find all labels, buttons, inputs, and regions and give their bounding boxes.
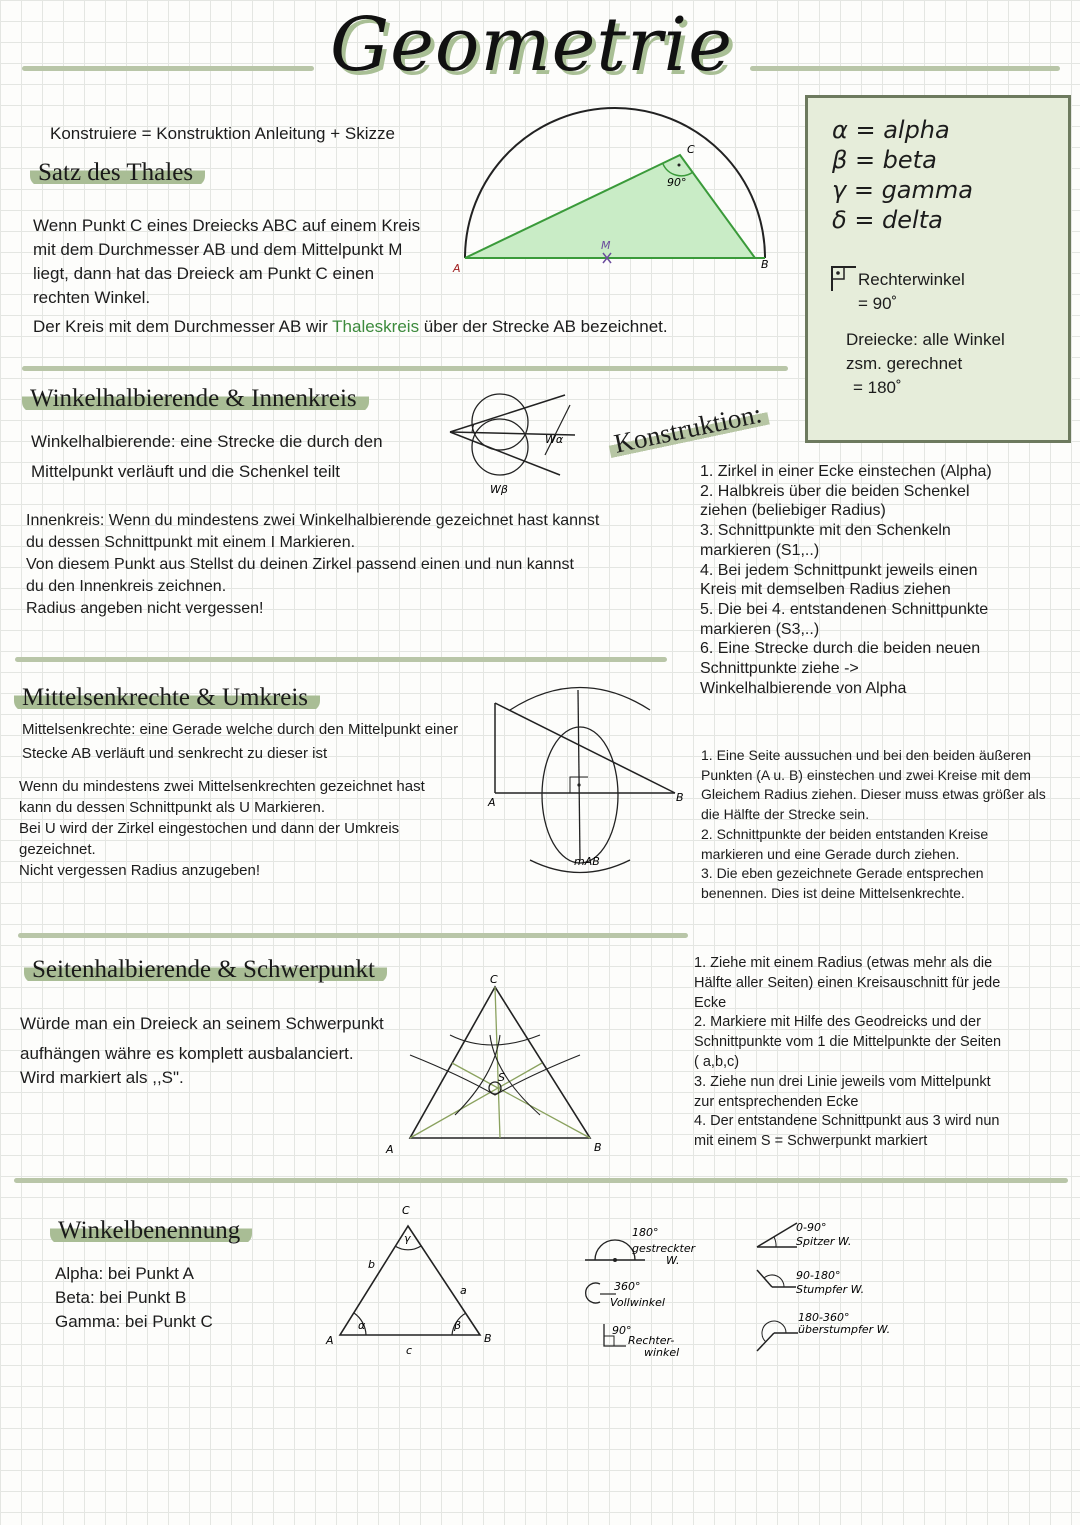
mittel-steps — [701, 746, 1046, 904]
thales-line5 — [33, 315, 668, 339]
full-name: Vollwinkel — [610, 1296, 665, 1309]
delta-def: δ = delta — [832, 206, 943, 234]
winkel-step: 6. Eine Strecke durch die beiden neuen — [700, 640, 981, 658]
triangle-sum-line3: = 180˚ — [853, 378, 902, 397]
tri-label-alpha: α — [358, 1319, 366, 1332]
winkel-step: ziehen (beliebiger Radius) — [700, 502, 886, 520]
thales-line2: mit dem Durchmesser AB und dem Mittelpunkt M — [33, 240, 403, 259]
seiten-step: Ecke — [694, 994, 727, 1011]
mittel-step: 2. Schnittpunkte der beiden entstanden Kreise — [701, 825, 989, 842]
mittel-p5: Nicht vergessen Radius anzugeben! — [19, 862, 260, 879]
winkel-p5: Radius angeben nicht vergessen! — [26, 600, 264, 617]
seiten-label-a: A — [386, 1143, 394, 1156]
tri-label-b-side: b — [368, 1258, 375, 1271]
page-title: Geometrie — [330, 2, 733, 88]
right-name: Rechter- — [628, 1334, 675, 1347]
triangle-sum-line1: Dreiecke: alle Winkel — [846, 330, 1005, 349]
mittel-p4: gezeichnet. — [19, 841, 96, 858]
seiten-p3: Wird markiert als ,,S". — [20, 1068, 184, 1087]
thales-diagram — [455, 110, 775, 280]
thaleskreis-term: Thaleskreis — [332, 317, 420, 336]
seiten-step: 4. Der entstandene Schnittpunkt aus 3 wird nun — [694, 1113, 1000, 1130]
seiten-p2: aufhängen währe es komplett ausbalanciert. — [20, 1044, 354, 1063]
seiten-p1: Würde man ein Dreieck an seinem Schwerpunkt — [20, 1014, 384, 1033]
label-wa: Wα — [545, 433, 564, 446]
right-angle-icon — [828, 263, 858, 293]
named-triangle-diagram — [320, 1198, 510, 1358]
label-wb: Wβ — [490, 483, 508, 496]
winkel-p4: du den Innenkreis zeichnen. — [26, 578, 227, 595]
winkel-p2: du dessen Schnittpunkt mit einem I Markieren. — [26, 534, 356, 551]
divider-2 — [15, 657, 667, 662]
angle-bisector-diagram — [450, 385, 590, 495]
angle-types-left — [580, 1222, 720, 1362]
straight-name: gestreckter — [632, 1242, 696, 1255]
obtuse-deg: 90-180° — [796, 1269, 841, 1282]
winkel-step: 4. Bei jedem Schnittpunkt jeweils einen — [700, 561, 978, 579]
mittel-p1: Wenn du mindestens zwei Mittelsenkrechten gezeichnet hast — [19, 778, 425, 795]
seiten-step: ( a,b,c) — [694, 1053, 740, 1070]
thales-line1: Wenn Punkt C eines Dreiecks ABC auf einem Kreis — [33, 216, 421, 235]
seiten-label-s: S — [498, 1071, 505, 1084]
mittel-step: 1. Eine Seite aussuchen und bei den beiden äußeren — [701, 747, 1032, 763]
seiten-step: 2. Markiere mit Hilfe des Geodreicks und der — [694, 1014, 981, 1031]
mittel-step: Gleichem Radius ziehen. Dieser muss etwas größer als — [701, 786, 1046, 803]
mittel-label-a: A — [488, 796, 496, 809]
thales-label-angle: 90° — [667, 176, 687, 189]
right-name2: winkel — [644, 1346, 680, 1359]
gamma-def: γ = gamma — [832, 176, 973, 204]
angle-types-right — [752, 1215, 922, 1355]
beta-def: β = beta — [832, 146, 937, 174]
tri-label-c-side: c — [406, 1344, 413, 1357]
seiten-steps — [694, 954, 1001, 1152]
divider-3 — [18, 933, 688, 938]
thales-label-b: B — [761, 258, 769, 271]
benennung-alpha: Alpha: bei Punkt A — [55, 1264, 194, 1283]
reflex-deg: 180-360° — [798, 1311, 850, 1324]
thales-heading: Satz des Thales — [30, 160, 205, 186]
right-angle-label: Rechterwinkel — [858, 270, 965, 289]
tri-label-b-point: B — [484, 1332, 492, 1345]
seiten-step: 1. Ziehe mit einem Radius (etwas mehr als die — [694, 955, 993, 971]
benennung-beta: Beta: bei Punkt B — [55, 1288, 187, 1307]
seiten-heading: Seitenhalbierende & Schwerpunkt — [24, 957, 387, 983]
right-deg: 90° — [612, 1324, 632, 1337]
winkel-step: 2. Halbkreis über die beiden Schenkel — [700, 482, 970, 500]
straight-deg: 180° — [632, 1226, 659, 1239]
winkel-step: markieren (S3,..) — [700, 620, 820, 638]
thales-label-c: C — [687, 143, 695, 156]
benennung-gamma: Gamma: bei Punkt C — [55, 1312, 213, 1331]
thales-line3: liegt, dann hat das Dreieck am Punkt C einen — [33, 264, 375, 283]
seiten-label-c: C — [490, 973, 498, 986]
seiten-step: Schnittpunkte vom 1 die Mittelpunkte der Seiten — [694, 1034, 1002, 1051]
divider-4 — [14, 1178, 1068, 1183]
divider-1 — [22, 366, 788, 371]
mittel-step: markieren und eine Gerade durch ziehen. — [701, 845, 960, 862]
seiten-step: zur entsprechenden Ecke — [694, 1093, 859, 1110]
thales-line4: rechten Winkel. — [33, 288, 151, 307]
mittel-def2: Stecke AB verläuft und senkrecht zu dieser ist — [22, 745, 328, 762]
seiten-step: Hälfte aller Seiten) einen Kreisauschnitt für jede — [694, 974, 1001, 991]
winkel-step: Winkelhalbierende von Alpha — [700, 679, 907, 697]
acute-name: Spitzer W. — [796, 1235, 852, 1248]
right-angle-value: = 90˚ — [858, 294, 898, 313]
mittel-step: benennen. Dies ist deine Mittelsenkrechte. — [701, 884, 965, 901]
benennung-heading: Winkelbenennung — [50, 1218, 252, 1244]
tri-label-gamma: γ — [404, 1232, 411, 1245]
winkel-steps — [700, 462, 992, 698]
winkel-step: 5. Die bei 4. entstandenen Schnittpunkte — [700, 600, 989, 618]
winkel-heading: Winkelhalbierende & Innenkreis — [22, 386, 369, 412]
seiten-step: 3. Ziehe nun drei Linie jeweils vom Mittelpunkt — [694, 1073, 991, 1090]
tri-label-beta: β — [454, 1319, 462, 1332]
mittel-def1: Mittelsenkrechte: eine Gerade welche durch den Mittelpunkt einer — [22, 721, 459, 738]
konstruktion-heading: Konstruktion: — [606, 397, 771, 461]
winkel-def2: Mittelpunkt verläuft und die Schenkel teilt — [31, 462, 341, 481]
perpendicular-bisector-diagram — [490, 685, 690, 875]
winkel-step: 1. Zirkel in einer Ecke einstechen (Alpha) — [700, 463, 992, 480]
thales-label-a: A — [453, 262, 461, 275]
thales-line5-post: über der Strecke AB bezeichnet. — [419, 317, 668, 336]
mittel-step: 3. Die eben gezeichnete Gerade entsprechen — [701, 865, 984, 882]
straight-name2: W. — [666, 1254, 680, 1267]
mittel-label-b: B — [676, 791, 684, 804]
seiten-label-b: B — [594, 1141, 602, 1154]
winkel-p1: Innenkreis: Wenn du mindestens zwei Winkelhalbierende gezeichnet hast kannst — [26, 512, 600, 529]
tri-label-a-side: a — [460, 1284, 467, 1297]
mittel-step: die Hälfte der Strecke sein. — [701, 806, 870, 823]
tri-label-c-point: C — [402, 1204, 410, 1217]
greek-letters-box — [805, 95, 1071, 443]
seiten-step: mit einem S = Schwerpunkt markiert — [694, 1133, 928, 1150]
mittel-p3: Bei U wird der Zirkel eingestochen und dann der Umkreis — [19, 820, 400, 837]
mittel-p2: kann du dessen Schnittpunkt als U Markieren. — [19, 799, 325, 816]
full-deg: 360° — [614, 1280, 641, 1293]
alpha-def: α = alpha — [832, 116, 950, 144]
mittel-heading: Mittelsenkrechte & Umkreis — [14, 685, 320, 711]
title-rule-left — [22, 66, 314, 71]
winkel-step: Kreis mit demselben Radius ziehen — [700, 581, 951, 599]
tri-label-a-point: A — [326, 1334, 334, 1347]
thales-line5-pre: Der Kreis mit dem Durchmesser AB wir — [33, 317, 333, 336]
intro-line: Konstruiere = Konstruktion Anleitung + Skizze — [50, 124, 395, 143]
winkel-step: Schnittpunkte ziehe -> — [700, 660, 859, 678]
thales-label-m: M — [601, 239, 611, 252]
mittel-label-m: mAB — [574, 855, 600, 868]
winkel-def1: Winkelhalbierende: eine Strecke die durch den — [31, 432, 383, 451]
centroid-diagram — [380, 975, 620, 1155]
obtuse-name: Stumpfer W. — [796, 1283, 865, 1296]
winkel-step: 3. Schnittpunkte mit den Schenkeln — [700, 522, 951, 540]
acute-deg: 0-90° — [796, 1221, 827, 1234]
winkel-p3: Von diesem Punkt aus Stellst du deinen Zirkel passend einen und nun kannst — [26, 556, 574, 573]
triangle-sum-line2: zsm. gerechnet — [846, 354, 963, 373]
reflex-name: überstumpfer W. — [798, 1323, 891, 1336]
title-rule-right — [750, 66, 1060, 71]
winkel-step: markieren (S1,..) — [700, 541, 820, 559]
mittel-step: Punkten (A u. B) einstechen und zwei Kreise mit dem — [701, 766, 1031, 783]
